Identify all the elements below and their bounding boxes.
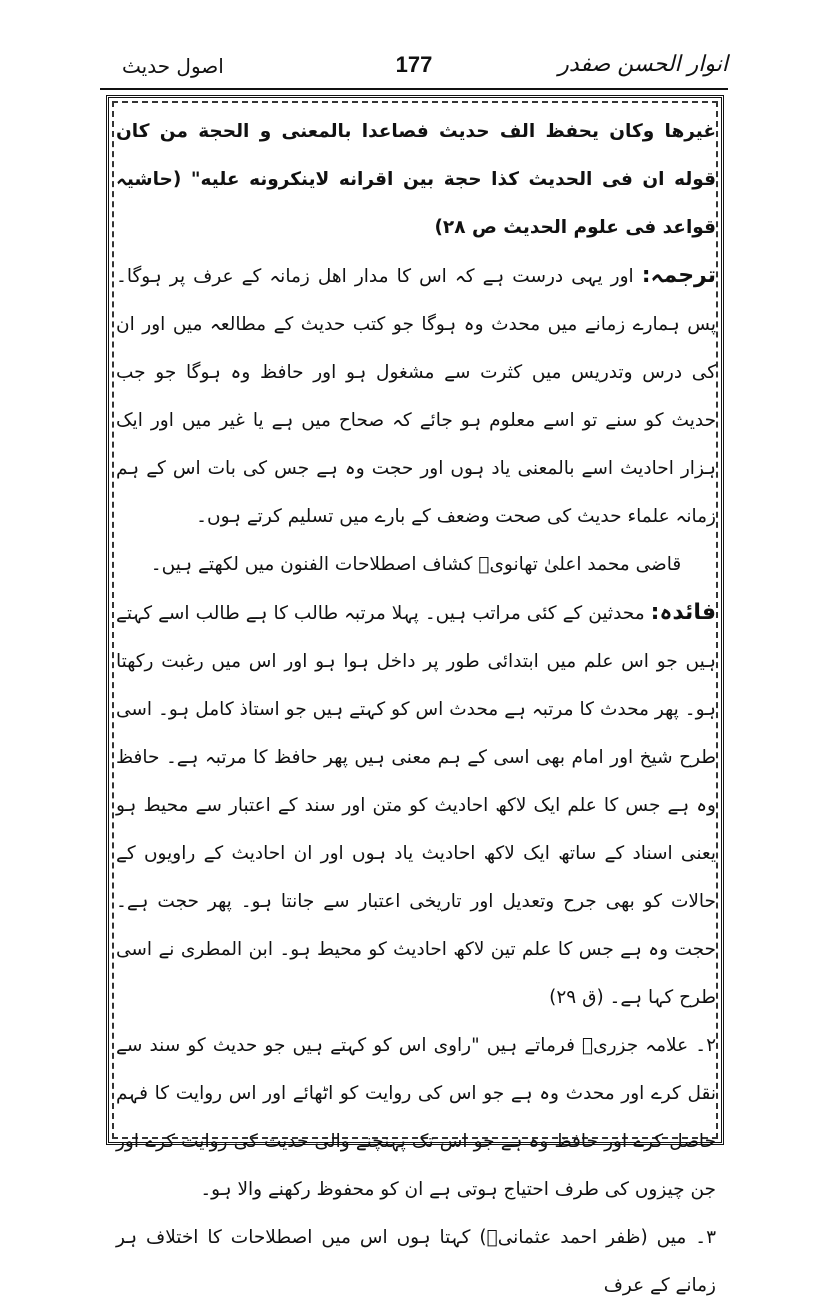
book-title: انوار الحسن صفدر bbox=[558, 52, 728, 77]
intro-line: قاضی محمد اعلیٰ تھانویؒ کشاف اصطلاحات الفنون میں لکھتے ہیں۔ bbox=[150, 554, 682, 575]
page-header bbox=[100, 52, 728, 92]
faida-paragraph bbox=[116, 589, 716, 1022]
page-number: 177 bbox=[395, 52, 433, 77]
point-2: ۲۔ علامہ جزریؒ فرماتے ہیں "راوی اس کو کہتے ہیں جو حدیث کو سند سے نقل کرے اور محدث وہ ہے جو اس کی روایت کو اٹھائے اور اس روایت کا فہم حاصل کرے اور حافظ وہ ہے جو اس تک پہنچنے والی حدیث کی روایت کرے اور جن چیزوں کی طرف احتیاج ہوتی ہے ان کو محفوظ رکھنے والا ہو۔ bbox=[116, 1035, 716, 1200]
tarjuma-text: اور یہی درست ہے کہ اس کا مدار اهل زمانہ کے عرف پر ہوگا۔ پس ہمارے زمانے میں محدث وہ ہوگا جو کتب حدیث کے مطالعہ میں اور ان کی درس وتدریس میں کثرت سے مشغول ہو اور حافظ وہ ہوگا جو جب حدیث کو سنے تو اسے معلوم ہو جائے کہ صحاح میں ہے یا غیر میں اور ایک ہزار احادیث اسے بالمعنی یاد ہوں اور حجت وہ ہے جس کی بات اس کے ہم زمانہ علماء حدیث کی صحت وضعف کے بارے میں تسلیم کرتے ہوں۔ bbox=[116, 266, 716, 527]
section-title: اصول حدیث bbox=[122, 54, 224, 78]
arabic-quote: غیرھا وکان یحفظ الف حدیث فصاعدا بالمعنی و الحجة من کان قوله ان فی الحدیث کذا حجة بین اقرانه لاینکرونه علیه" (حاشیہ قواعد فی علوم الحدیث ص ۲۸) bbox=[116, 121, 716, 238]
tarjuma-label: ترجمہ: bbox=[641, 263, 716, 288]
faida-label: فائدہ: bbox=[650, 600, 716, 625]
faida-text: محدثین کے کئی مراتب ہیں۔ پہلا مرتبہ طالب کا ہے طالب اسے کہتے ہیں جو اس علم میں ابتدائی طور پر داخل ہوا ہو اور اس میں رغبت رکھتا ہو۔ پھر محدث کا مرتبہ ہے محدث اس کو کہتے ہیں جو استاذ کامل ہو۔ اسی طرح شیخ اور امام بھی اسی کے ہم معنی ہیں پھر حافظ کا مرتبہ ہے۔ حافظ وہ ہے جس کا علم ایک لاکھ احادیث کو متن اور سند کے اعتبار سے محیط ہو یعنی اسناد کے ساتھ ایک لاکھ احادیث یاد ہوں اور ان احادیث کے راویوں کے حالات کو بھی جرح وتعدیل اور تاریخی اعتبار سے جانتا ہو۔ پھر حجت ہے۔ حجت وہ ہے جس کا علم تین لاکھ احادیث کو محیط ہو۔ ابن المطری نے اسی طرح کہا ہے۔ (ق ۲۹) bbox=[116, 603, 716, 1008]
page-body bbox=[116, 108, 716, 1296]
tarjuma-paragraph bbox=[116, 252, 716, 541]
point-3: ۳۔ میں (ظفر احمد عثمانیؒ) کہتا ہوں اس میں اصطلاحات کا اختلاف ہر زمانے کے عرف bbox=[116, 1227, 716, 1296]
header-divider bbox=[100, 88, 728, 90]
